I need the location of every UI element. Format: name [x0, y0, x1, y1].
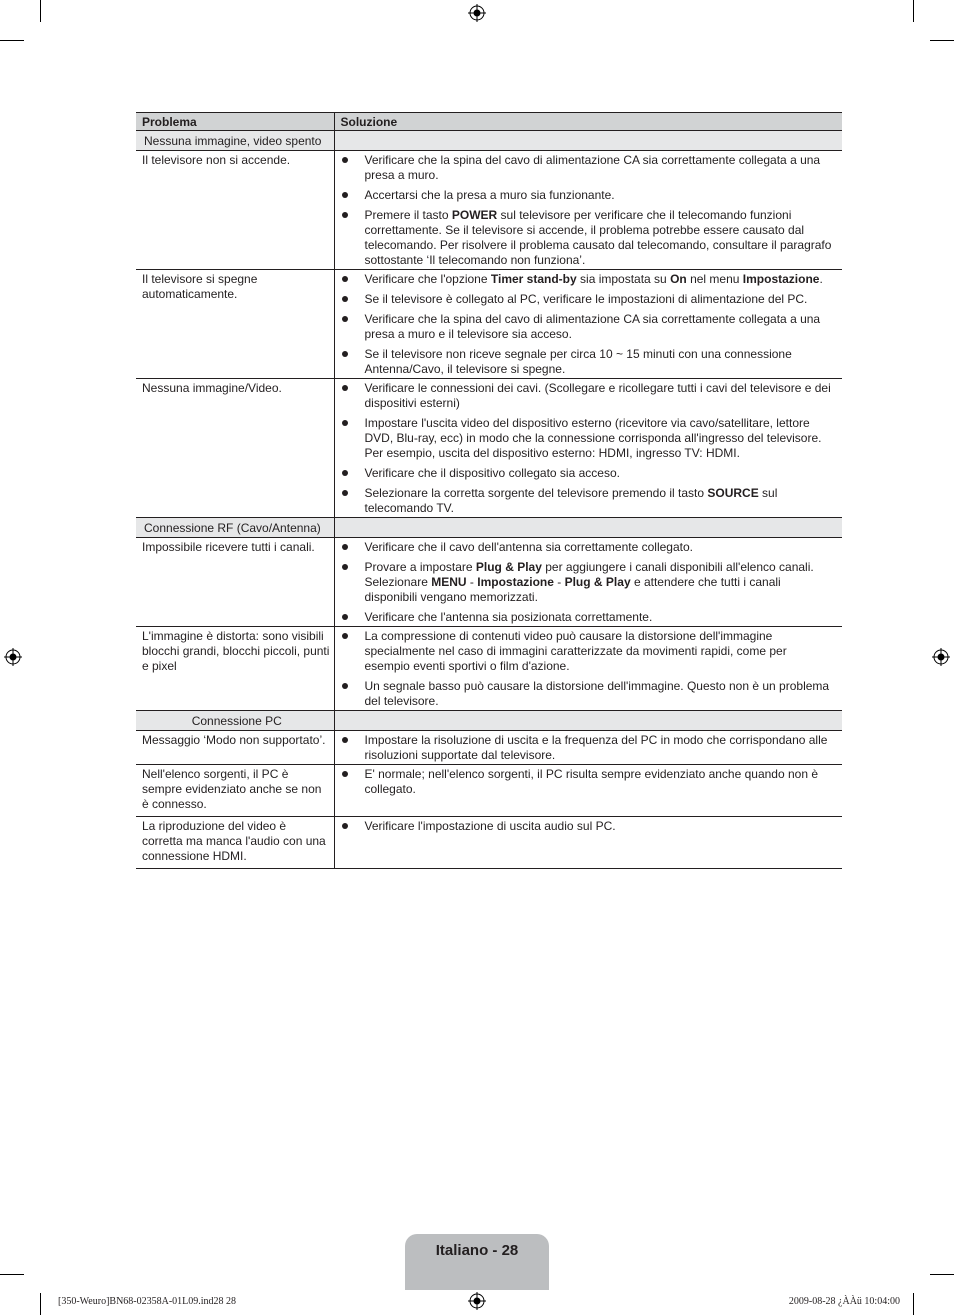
- bullet-icon: [342, 212, 348, 218]
- emphasis-text: Timer stand-by: [490, 272, 577, 286]
- crop-mark: [0, 1274, 24, 1275]
- solution-list: [335, 731, 835, 763]
- crop-mark: [913, 0, 914, 22]
- bullet-icon: [342, 771, 348, 777]
- bullet-icon: [342, 296, 348, 302]
- bullet-icon: [342, 470, 348, 476]
- solution-item: [335, 679, 835, 709]
- table-header-row: [136, 113, 842, 131]
- solution-item: [335, 629, 835, 674]
- solution-text: Verificare che la spina del cavo di alimentazione CA sia correttamente collegata a una presa a muro.: [364, 153, 821, 182]
- table-row: [136, 817, 842, 869]
- solution-text: Se il televisore non riceve segnale per circa 10 ~ 15 minuti con una connessione Antenna/Cavo, il televisore si spegne.: [364, 347, 792, 376]
- problem-cell: Nessuna immagine/Video.: [136, 379, 334, 518]
- page-number-tab: [405, 1234, 549, 1290]
- emphasis-text: Plug & Play: [564, 575, 631, 589]
- section-label: Nessuna immagine, video spento: [136, 131, 334, 151]
- column-header-problem: Problema: [136, 113, 334, 131]
- crop-mark: [40, 1293, 41, 1315]
- crop-mark: [913, 1293, 914, 1315]
- column-header-solution: Soluzione: [334, 113, 842, 131]
- bullet-icon: [342, 157, 348, 163]
- problem-cell: L'immagine è distorta: sono visibili blocchi grandi, blocchi piccoli, punti e pixel: [136, 627, 334, 711]
- solution-list: [335, 538, 835, 625]
- section-row: [136, 518, 842, 538]
- solution-item: [335, 188, 835, 203]
- bullet-icon: [342, 316, 348, 322]
- table-row: [136, 538, 842, 627]
- solution-text: Verificare l'impostazione di uscita audio sul PC.: [364, 819, 616, 833]
- solution-cell: [334, 817, 842, 869]
- solution-text: Provare a impostare: [364, 560, 476, 574]
- solution-text: Premere il tasto: [364, 208, 452, 222]
- solution-cell: [334, 379, 842, 518]
- solution-text: Verificare che la spina del cavo di alimentazione CA sia correttamente collegata a una presa a muro e il televisore sia acceso.: [364, 312, 821, 341]
- table-row: [136, 765, 842, 817]
- solution-cell: [334, 151, 842, 270]
- bullet-icon: [342, 192, 348, 198]
- solution-item: [335, 347, 835, 377]
- emphasis-text: Impostazione: [477, 575, 554, 589]
- solution-text: sul televisore per verificare che il telecomando funzioni correttamente. Se il televisore si accende, il problema potrebbe essere causato dal telecomando. Per risolvere il problema causato dal telecomando, consultare il paragrafo sottostante ‘Il telecomando non funziona’.: [364, 208, 832, 267]
- solution-list: [335, 379, 835, 516]
- section-row: [136, 711, 842, 731]
- solution-cell: [334, 627, 842, 711]
- bullet-icon: [342, 490, 348, 496]
- table-row: [136, 151, 842, 270]
- solution-cell: [334, 270, 842, 379]
- solution-item: [335, 272, 835, 287]
- solution-item: [335, 466, 835, 481]
- solution-list: [335, 270, 835, 377]
- bullet-icon: [342, 614, 348, 620]
- table-body: [136, 131, 842, 869]
- table-row: [136, 379, 842, 518]
- bullet-icon: [342, 737, 348, 743]
- section-empty-cell: [334, 711, 842, 731]
- solution-text: Accertarsi che la presa a muro sia funzionante.: [364, 188, 615, 202]
- bullet-icon: [342, 544, 348, 550]
- solution-text: sul telecomando TV.: [364, 486, 778, 515]
- solution-cell: [334, 765, 842, 817]
- bullet-icon: [342, 683, 348, 689]
- section-empty-cell: [334, 518, 842, 538]
- bullet-icon: [342, 351, 348, 357]
- solution-text: Verificare che l'opzione: [364, 272, 491, 286]
- problem-cell: Nell'elenco sorgenti, il PC è sempre evidenziato anche se non è connesso.: [136, 765, 334, 817]
- solution-text: Verificare che l'antenna sia posizionata correttamente.: [364, 610, 653, 624]
- solution-item: [335, 153, 835, 183]
- solution-list: [335, 817, 835, 834]
- solution-item: [335, 819, 835, 834]
- crop-mark: [0, 40, 24, 41]
- solution-list: [335, 765, 835, 797]
- bullet-icon: [342, 385, 348, 391]
- solution-text: Impostare l'uscita video del dispositivo esterno (ricevitore via cavo/satellitare, lettore DVD, Blu-ray, ecc) in modo che la connessione corrisponda all'ingresso del televisore. Per esempio, uscita del dispositivo esterno: HDMI, ingresso TV: HDMI.: [364, 416, 822, 460]
- problem-cell: Il televisore si spegne automaticamente.: [136, 270, 334, 379]
- solution-text: per aggiungere i canali disponibili all'elenco canali. Selezionare: [364, 560, 814, 589]
- solution-text: Un segnale basso può causare la distorsione dell'immagine. Questo non è un problema del televisore.: [364, 679, 830, 708]
- solution-cell: [334, 538, 842, 627]
- solution-text: nel menu: [686, 272, 743, 286]
- section-label: Connessione RF (Cavo/Antenna): [136, 518, 334, 538]
- table-row: [136, 270, 842, 379]
- registration-mark-icon: [4, 648, 22, 666]
- solution-text: Verificare che il cavo dell'antenna sia correttamente collegato.: [364, 540, 693, 554]
- emphasis-text: On: [670, 272, 687, 286]
- emphasis-text: MENU: [431, 575, 467, 589]
- section-row: [136, 131, 842, 151]
- solution-text: sia impostata su: [576, 272, 671, 286]
- solution-item: [335, 292, 835, 307]
- bullet-icon: [342, 633, 348, 639]
- solution-text: .: [819, 272, 823, 286]
- bullet-icon: [342, 823, 348, 829]
- registration-mark-icon: [932, 648, 950, 666]
- section-empty-cell: [334, 131, 842, 151]
- solution-item: [335, 208, 835, 268]
- emphasis-text: POWER: [451, 208, 498, 222]
- bullet-icon: [342, 564, 348, 570]
- solution-item: [335, 610, 835, 625]
- solution-text: -: [466, 575, 478, 589]
- problem-cell: Impossibile ricevere tutti i canali.: [136, 538, 334, 627]
- crop-mark: [40, 0, 41, 22]
- solution-item: [335, 560, 835, 605]
- table-row: [136, 627, 842, 711]
- solution-text: Verificare che il dispositivo collegato sia acceso.: [364, 466, 620, 480]
- bullet-icon: [342, 276, 348, 282]
- problem-cell: La riproduzione del video è corretta ma manca l'audio con una connessione HDMI.: [136, 817, 334, 869]
- solution-text: E' normale; nell'elenco sorgenti, il PC risulta sempre evidenziato anche quando non è collegato.: [364, 767, 819, 796]
- troubleshooting-table: [136, 112, 842, 869]
- solution-text: Verificare le connessioni dei cavi. (Scollegare e ricollegare tutti i cavi del televisore e dei dispositivi esterni): [364, 381, 831, 410]
- solution-item: [335, 767, 835, 797]
- registration-mark-icon: [468, 1292, 486, 1310]
- solution-text: Se il televisore è collegato al PC, verificare le impostazioni di alimentazione del PC.: [364, 292, 808, 306]
- bullet-icon: [342, 420, 348, 426]
- solution-item: [335, 381, 835, 411]
- solution-item: [335, 312, 835, 342]
- crop-mark: [930, 1274, 954, 1275]
- solution-text: Impostare la risoluzione di uscita e la frequenza del PC in modo che corrispondano alle risoluzioni supportate dal televisore.: [364, 733, 828, 762]
- emphasis-text: Impostazione: [742, 272, 820, 286]
- solution-list: [335, 627, 835, 709]
- solution-list: [335, 151, 835, 268]
- print-timestamp: 2009-08-28 ¿ÀÀü 10:04:00: [788, 1296, 900, 1307]
- solution-text: Selezionare la corretta sorgente del televisore premendo il tasto: [364, 486, 708, 500]
- solution-item: [335, 540, 835, 555]
- problem-cell: Messaggio ‘Modo non supportato’.: [136, 731, 334, 765]
- solution-item: [335, 486, 835, 516]
- solution-item: [335, 733, 835, 763]
- emphasis-text: SOURCE: [707, 486, 759, 500]
- solution-item: [335, 416, 835, 461]
- emphasis-text: Plug & Play: [475, 560, 542, 574]
- section-label: Connessione PC: [136, 711, 334, 731]
- file-info: [350-Weuro]BN68-02358A-01L09.ind28 28: [58, 1296, 237, 1307]
- registration-mark-icon: [468, 4, 486, 22]
- solution-cell: [334, 731, 842, 765]
- solution-text: e attendere che tutti i canali disponibili vengano memorizzati.: [364, 575, 781, 604]
- solution-text: -: [553, 575, 565, 589]
- page-label: Italiano - 28: [435, 1242, 519, 1259]
- table-row: [136, 731, 842, 765]
- solution-text: La compressione di contenuti video può causare la distorsione dell'immagine specialmente nel caso di immagini caratterizzate da movimenti rapidi, come per esempio eventi sportivi o film d'azione.: [364, 629, 787, 673]
- problem-cell: Il televisore non si accende.: [136, 151, 334, 270]
- crop-mark: [930, 40, 954, 41]
